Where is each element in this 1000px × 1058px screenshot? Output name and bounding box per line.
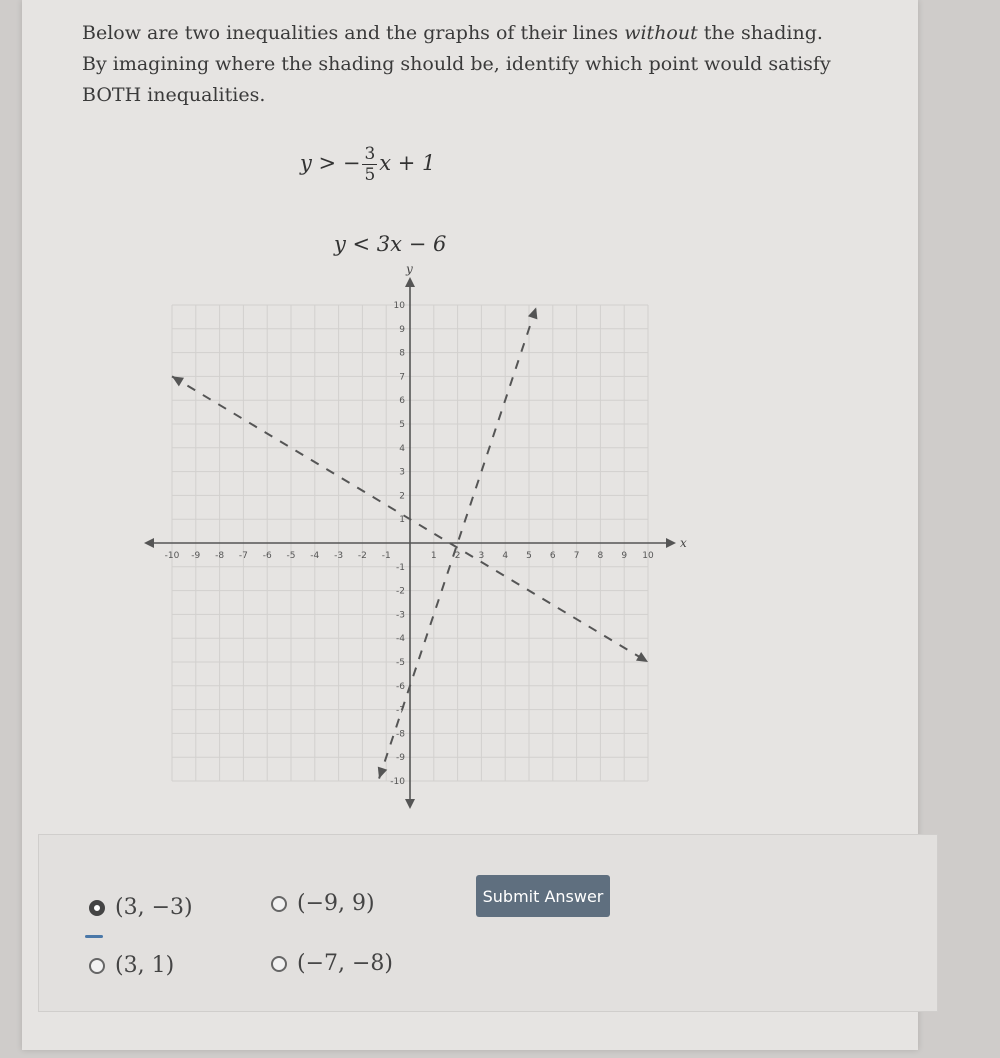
choice-4[interactable]: (−7, −8) xyxy=(271,951,393,976)
y-tick-label: 1 xyxy=(399,515,405,526)
x-tick-label: 10 xyxy=(642,551,654,561)
y-tick-label: -4 xyxy=(396,634,405,645)
x-tick-label: -5 xyxy=(286,551,296,561)
choice-1[interactable]: (3, −3) xyxy=(89,895,193,920)
y-tick-label: -9 xyxy=(396,753,405,764)
radio-button[interactable] xyxy=(271,896,287,912)
y-tick-label: 6 xyxy=(399,396,405,407)
choice-2[interactable]: (−9, 9) xyxy=(271,891,375,916)
selection-underline xyxy=(85,935,103,938)
x-tick-label: 6 xyxy=(549,551,556,561)
boundary-line-1-arrow xyxy=(172,376,184,386)
y-tick-label: 9 xyxy=(399,324,405,335)
y-tick-label: 3 xyxy=(399,467,405,478)
y-tick-label: 10 xyxy=(393,301,405,311)
x-tick-label: -4 xyxy=(310,551,320,561)
x-tick-label: 5 xyxy=(526,551,532,561)
y-axis-arrow-down xyxy=(405,799,415,809)
x-tick-label: -9 xyxy=(191,551,201,561)
y-tick-label: -2 xyxy=(396,586,405,597)
y-tick-label: -6 xyxy=(396,681,405,692)
x-tick-label: -7 xyxy=(238,551,248,561)
y-tick-label: 7 xyxy=(399,372,405,383)
fraction: $\frac{3}{5}$ xyxy=(364,144,376,185)
x-tick-label: -8 xyxy=(215,551,225,561)
y-tick-label: -3 xyxy=(396,610,405,621)
radio-button[interactable] xyxy=(89,900,105,916)
x-axis-arrow-left xyxy=(144,538,154,548)
x-tick-label: 3 xyxy=(478,551,485,561)
x-tick-label: 1 xyxy=(430,551,437,561)
y-tick-label: -10 xyxy=(390,777,405,787)
answer-panel xyxy=(38,834,938,1012)
y-tick-label: -8 xyxy=(396,729,405,740)
x-tick-label: 4 xyxy=(502,551,509,561)
x-tick-label: -10 xyxy=(164,551,180,561)
y-tick-label: 5 xyxy=(399,420,405,430)
x-axis-arrow-right xyxy=(666,538,676,548)
x-tick-label: 7 xyxy=(573,551,580,561)
inequality-2: y < 3x − 6 xyxy=(334,232,447,256)
y-axis-label: y xyxy=(406,262,413,276)
x-tick-label: -6 xyxy=(262,551,272,561)
x-tick-label: 8 xyxy=(597,551,604,561)
y-axis-arrow-up xyxy=(405,277,415,287)
x-tick-label: -2 xyxy=(357,551,367,561)
y-tick-label: -7 xyxy=(396,705,405,716)
x-tick-label: 2 xyxy=(454,551,461,561)
x-tick-label: -3 xyxy=(334,551,344,561)
question-text xyxy=(82,18,882,111)
y-tick-label: 8 xyxy=(399,348,405,359)
coordinate-graph xyxy=(142,262,702,808)
radio-button[interactable] xyxy=(271,956,287,972)
submit-answer-button[interactable]: Submit Answer xyxy=(476,875,610,917)
choice-3[interactable]: (3, 1) xyxy=(89,953,174,978)
inequality-1: y > − $\frac{3}{5}$ x + 1 xyxy=(300,144,436,185)
radio-button[interactable] xyxy=(89,958,105,974)
x-axis-label: x xyxy=(680,536,687,550)
y-tick-label: 2 xyxy=(399,491,405,502)
x-tick-label: -1 xyxy=(381,551,391,561)
question-line-2: By imagining where the shading should be, identify which point would satisfy xyxy=(82,53,831,75)
y-tick-label: -5 xyxy=(396,658,405,668)
question-line-3: BOTH inequalities. xyxy=(82,84,266,106)
question-line-1: Below are two inequalities and the graphs of their lines without the shading. xyxy=(82,22,823,44)
y-tick-label: 4 xyxy=(399,443,405,454)
x-tick-label: 9 xyxy=(621,551,628,561)
y-tick-label: -1 xyxy=(396,562,405,573)
